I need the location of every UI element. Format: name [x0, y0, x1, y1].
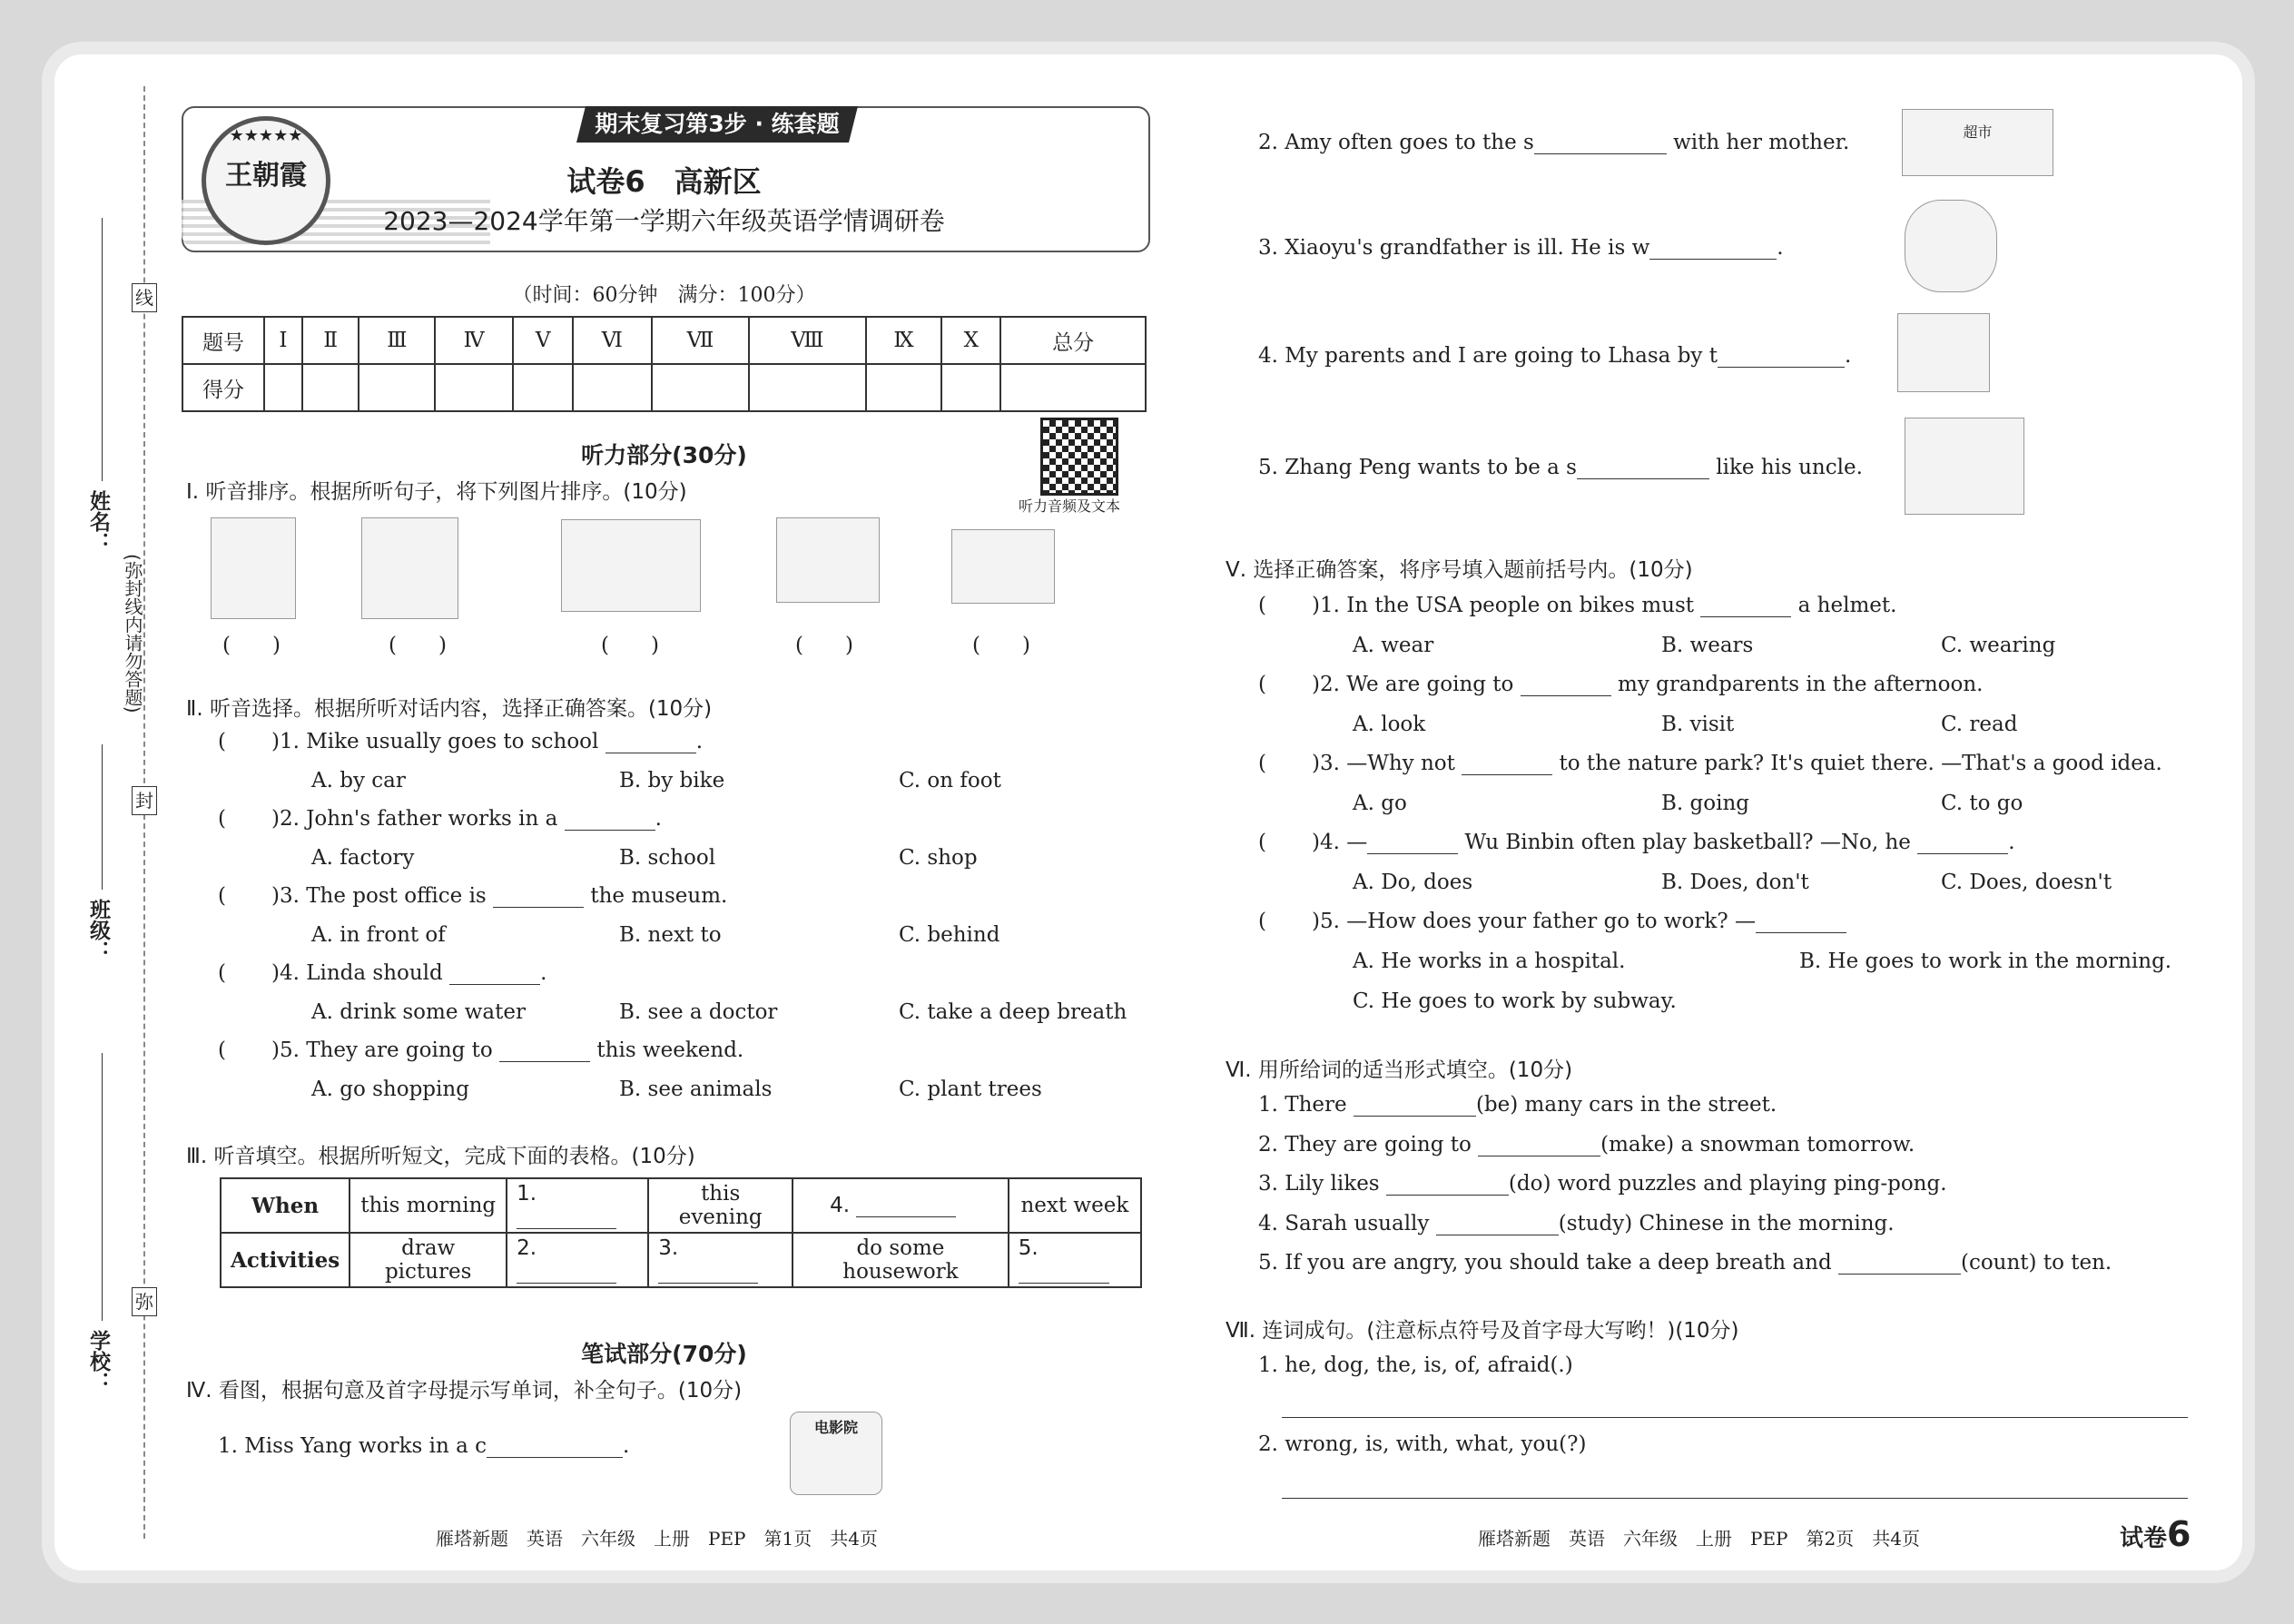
name-label: 姓名： [86, 490, 110, 553]
score-table-header-row [182, 317, 1146, 364]
table-cell: next week [1009, 1178, 1141, 1233]
answer-blank[interactable] [1436, 1215, 1559, 1235]
picture-cinema [790, 1412, 882, 1495]
picture-great-wall [776, 517, 880, 603]
question-item: ( )1. Mike usually goes to school . [218, 730, 704, 753]
question-item: ( )5. —How does your father go to work? — [1258, 910, 1846, 933]
score-col: Ⅴ [513, 317, 573, 364]
score-cell[interactable] [573, 364, 652, 411]
option-c: C. take a deep breath [899, 1000, 1127, 1024]
score-cell[interactable] [359, 364, 435, 411]
option-a: A. wear [1353, 634, 1434, 657]
writing-title: 笔试部分(70分) [581, 1341, 747, 1367]
score-col-total: 总分 [1000, 317, 1146, 364]
answer-blank[interactable] [1577, 458, 1709, 479]
question-item: 1. There (be) many cars in the street. [1258, 1093, 1777, 1117]
question-item: 5. If you are angry, you should take a deep breath and (count) to ten. [1258, 1251, 2112, 1275]
answer-blank[interactable] [517, 1263, 616, 1284]
option-c: C. on foot [899, 769, 1001, 792]
question-item: ( )4. — Wu Binbin often play basketball? —No, he . [1258, 831, 2015, 854]
answer-blank[interactable] [856, 1196, 956, 1217]
score-cell[interactable] [866, 364, 942, 411]
score-cell[interactable] [652, 364, 750, 411]
table-cell: this evening [648, 1178, 793, 1233]
answer-blank[interactable] [1367, 833, 1458, 854]
exam-subtitle: 2023—2024学年第一学期六年级英语学情调研卷 [383, 206, 945, 236]
score-col: Ⅶ [652, 317, 750, 364]
answer-blank[interactable] [1354, 1096, 1476, 1117]
answer-blank[interactable] [1386, 1175, 1509, 1196]
score-cell[interactable] [1000, 364, 1146, 411]
table-cell: 4. [793, 1178, 1009, 1233]
table-row [221, 1178, 1141, 1233]
answer-blank[interactable] [1649, 239, 1777, 260]
question-item: 2. wrong, is, with, what, you(?) [1258, 1432, 1587, 1456]
question-item: 4. My parents and I are going to Lhasa by t . [1258, 344, 1852, 368]
option-a: A. He works in a hospital. [1353, 950, 1626, 973]
option-c: C. Does, doesn't [1941, 871, 2112, 894]
picture-sick-grandfather [1905, 200, 1997, 292]
question-item: 2. They are going to (make) a snowman tomorrow. [1258, 1133, 1915, 1156]
row-label-activities: Activities [221, 1233, 350, 1287]
option-a: A. factory [311, 846, 415, 870]
option-b: B. by bike [619, 769, 725, 792]
answer-blank[interactable] [517, 1208, 616, 1229]
score-row-label: 得分 [182, 364, 264, 411]
section-7-title: Ⅶ. 连词成句。(注意标点符号及首字母大写哟！)(10分) [1226, 1319, 1739, 1343]
cinema-sign: 电影院 [813, 1419, 858, 1436]
score-col: Ⅲ [359, 317, 435, 364]
answer-bracket[interactable]: ( ) [795, 634, 853, 657]
answer-blank[interactable] [1534, 133, 1667, 154]
question-item: ( )5. They are going to this weekend. [218, 1038, 744, 1062]
option-c: C. behind [899, 923, 1000, 947]
score-table [182, 316, 1147, 412]
answer-blank[interactable] [487, 1437, 623, 1458]
score-col: Ⅳ [435, 317, 513, 364]
answer-blank[interactable] [1718, 347, 1845, 368]
section-5-title: Ⅴ. 选择正确答案，将序号填入题前括号内。(10分) [1226, 558, 1693, 582]
answer-blank[interactable] [1756, 912, 1846, 933]
answer-blank[interactable] [1838, 1254, 1961, 1275]
score-col-label: 题号 [182, 317, 264, 364]
option-c: C. shop [899, 846, 978, 870]
answer-blank[interactable] [449, 964, 540, 985]
score-col: Ⅷ [749, 317, 865, 364]
picture-children-walking [361, 517, 458, 619]
option-c: C. plant trees [899, 1078, 1042, 1101]
picture-scientist [1905, 418, 2024, 515]
answer-blank[interactable] [1700, 596, 1791, 617]
option-a: A. look [1353, 713, 1426, 736]
option-a: A. go [1353, 792, 1407, 815]
score-cell[interactable] [749, 364, 865, 411]
score-col: Ⅵ [573, 317, 652, 364]
question-item: ( )4. Linda should . [218, 961, 547, 985]
option-b: B. He goes to work in the morning. [1799, 950, 2172, 973]
question-item: ( )3. The post office is the museum. [218, 884, 728, 908]
score-col: Ⅰ [264, 317, 302, 364]
paper-number: 试卷6 [2120, 1514, 2191, 1554]
answer-blank[interactable] [1019, 1263, 1109, 1284]
section-6-title: Ⅵ. 用所给词的适当形式填空。(10分) [1226, 1058, 1573, 1082]
answer-blank[interactable] [493, 887, 584, 908]
line-mark: 线 [132, 283, 157, 312]
score-col: Ⅸ [866, 317, 942, 364]
option-b: B. see animals [619, 1078, 773, 1101]
option-b: B. Does, don't [1661, 871, 1809, 894]
question-item: 1. he, dog, the, is, of, afraid(.) [1258, 1353, 1573, 1377]
option-a: A. Do, does [1353, 871, 1473, 894]
answer-blank[interactable] [565, 810, 655, 831]
option-c: C. wearing [1941, 634, 2056, 657]
picture-room [951, 529, 1055, 604]
option-a: A. in front of [311, 923, 446, 947]
question-item: 5. Zhang Peng wants to be a s like his uncle. [1258, 456, 1863, 479]
picture-supermarket [1902, 109, 2053, 176]
answer-blank[interactable] [1478, 1136, 1600, 1156]
answer-bracket[interactable]: ( ) [389, 634, 447, 657]
answer-blank[interactable] [1521, 675, 1611, 696]
mi-mark: 弥 [132, 1287, 157, 1316]
class-field[interactable] [102, 744, 103, 890]
question-item: 3. Lily likes (do) word puzzles and playing ping-pong. [1258, 1172, 1947, 1196]
score-cell[interactable] [302, 364, 359, 411]
option-b: B. next to [619, 923, 722, 947]
section-4-title: Ⅳ. 看图，根据句意及首字母提示写单词，补全句子。(10分) [186, 1379, 743, 1403]
picture-computer [561, 519, 701, 612]
supermarket-sign: 超市 [1963, 123, 1993, 141]
score-cell[interactable] [513, 364, 573, 411]
school-field[interactable] [102, 1053, 103, 1321]
option-b: B. school [619, 846, 716, 870]
section-1-title: Ⅰ. 听音排序。根据所听句子，将下列图片排序。(10分) [186, 480, 687, 504]
score-cell[interactable] [264, 364, 302, 411]
school-label: 学校： [86, 1330, 110, 1393]
answer-blank[interactable] [658, 1263, 758, 1284]
option-b: B. wears [1661, 634, 1754, 657]
option-b: B. visit [1661, 713, 1735, 736]
question-item: ( )2. John's father works in a . [218, 807, 662, 831]
name-field[interactable] [102, 218, 103, 481]
answer-line[interactable] [1282, 1498, 2188, 1499]
picture-boy-writing [211, 517, 296, 619]
question-item: ( )3. —Why not to the nature park? It's quiet there. —That's a good idea. [1258, 752, 2162, 775]
seal-note: (弥封线内请勿答题) [122, 554, 143, 714]
header-banner: 期末复习第3步 · 练套题 [576, 106, 858, 143]
section-3-title: Ⅲ. 听音填空。根据所听短文，完成下面的表格。(10分) [186, 1145, 695, 1168]
score-cell[interactable] [941, 364, 1000, 411]
qr-caption: 听力音频及文本 [1019, 497, 1121, 515]
question-item: ( )1. In the USA people on bikes must a helmet. [1258, 594, 1897, 617]
table-cell: do some housework [793, 1233, 1009, 1287]
exam-title: 试卷6 高新区 [566, 164, 762, 199]
row-label-when: When [221, 1178, 350, 1233]
class-label: 班级： [86, 899, 110, 961]
answer-blank[interactable] [605, 733, 696, 753]
score-table-score-row [182, 364, 1146, 411]
question-item: 4. Sarah usually (study) Chinese in the morning. [1258, 1212, 1895, 1235]
answer-bracket[interactable]: ( ) [972, 634, 1030, 657]
option-c: C. He goes to work by subway. [1353, 989, 1677, 1013]
table-cell: 5. [1009, 1233, 1141, 1287]
listening-title: 听力部分(30分) [581, 442, 747, 468]
answer-bracket[interactable]: ( ) [601, 634, 659, 657]
footer-right: 雁塔新题 英语 六年级 上册 PEP 第2页 共4页 [1478, 1528, 1920, 1550]
table-row [221, 1233, 1141, 1287]
time-info: （时间：60分钟 满分：100分） [512, 284, 816, 307]
answer-blank[interactable] [499, 1041, 590, 1062]
score-cell[interactable] [435, 364, 513, 411]
question-item: 1. Miss Yang works in a c . [218, 1434, 630, 1458]
listening-fill-table [220, 1177, 1142, 1288]
seal-mark: 封 [132, 786, 157, 815]
score-col: Ⅹ [941, 317, 1000, 364]
option-a: A. drink some water [311, 1000, 526, 1024]
picture-train [1897, 313, 1990, 392]
answer-line[interactable] [1282, 1417, 2188, 1418]
score-col: Ⅱ [302, 317, 359, 364]
table-cell: 3. [648, 1233, 793, 1287]
footer-left: 雁塔新题 英语 六年级 上册 PEP 第1页 共4页 [436, 1528, 878, 1550]
section-2-title: Ⅱ. 听音选择。根据所听对话内容，选择正确答案。(10分) [186, 697, 713, 721]
option-a: A. by car [311, 769, 406, 792]
option-b: B. going [1661, 792, 1749, 815]
option-c: C. to go [1941, 792, 2023, 815]
option-a: A. go shopping [311, 1078, 469, 1101]
answer-blank[interactable] [1462, 754, 1552, 775]
question-item: ( )2. We are going to my grandparents in the afternoon. [1258, 673, 1984, 696]
logo-text: 王朝霞 [225, 160, 307, 192]
star-icon: ★★★★★ [229, 126, 303, 145]
table-cell: 2. [507, 1233, 648, 1287]
answer-blank[interactable] [1917, 833, 2008, 854]
answer-bracket[interactable]: ( ) [222, 634, 281, 657]
table-cell: draw pictures [350, 1233, 507, 1287]
table-cell: this morning [350, 1178, 507, 1233]
option-b: B. see a doctor [619, 1000, 778, 1024]
question-item: 2. Amy often goes to the s with her mother. [1258, 131, 1850, 154]
table-cell: 1. [507, 1178, 648, 1233]
question-item: 3. Xiaoyu's grandfather is ill. He is w . [1258, 236, 1784, 260]
option-c: C. read [1941, 713, 2018, 736]
